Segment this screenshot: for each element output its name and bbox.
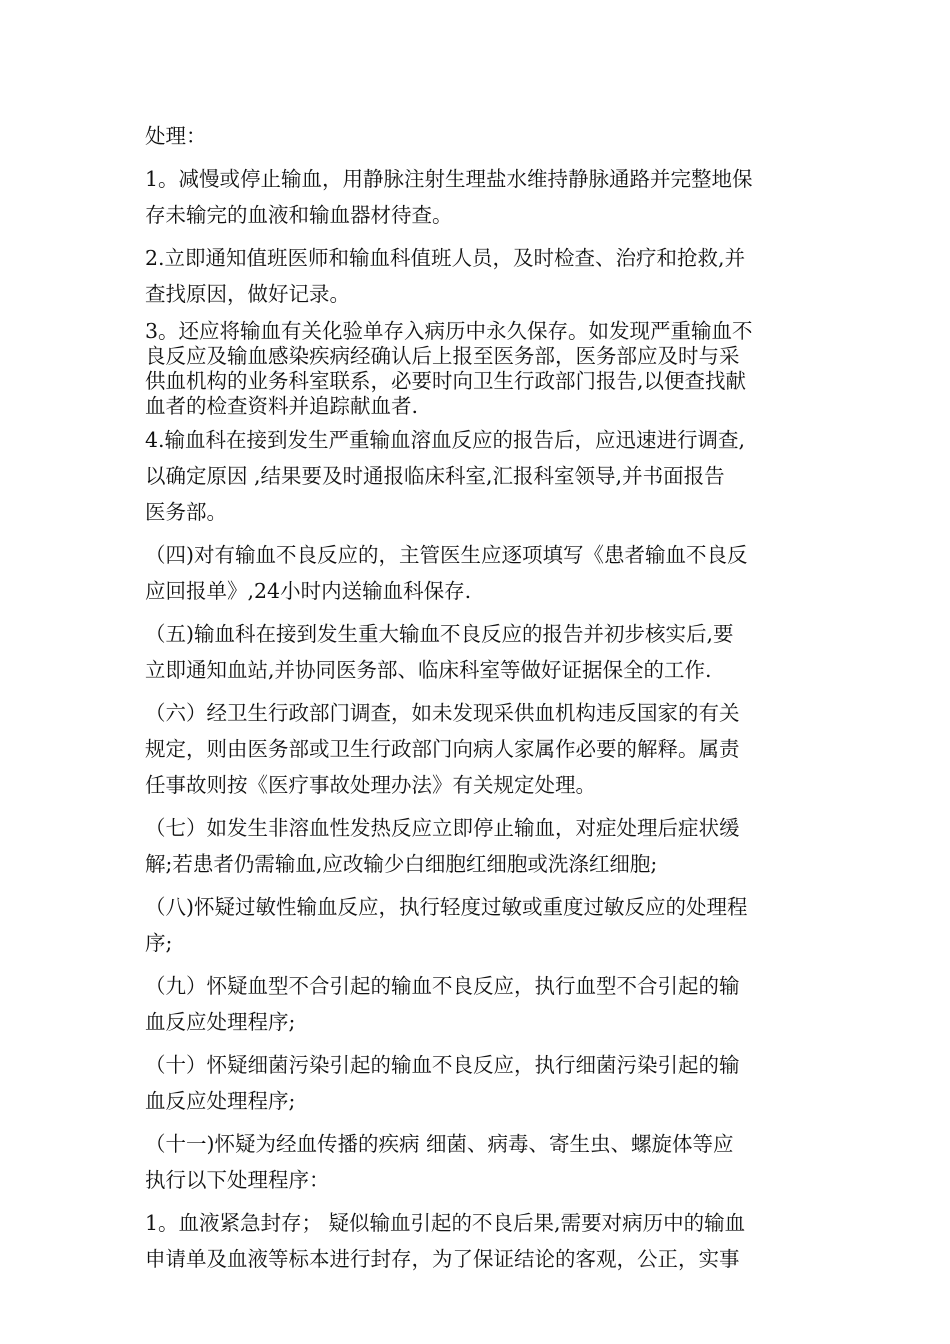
text-line: （十）怀疑细菌污染引起的输血不良反应，执行细菌污染引起的输 bbox=[145, 1053, 740, 1077]
paragraph-p4 bbox=[145, 422, 810, 530]
text-line: （四)对有输血不良反应的，主管医生应逐项填写《患者输血不良反 bbox=[145, 543, 748, 567]
text-line: 血者的检查资料并追踪献血者. bbox=[145, 394, 419, 418]
paragraph-p13 bbox=[145, 1205, 810, 1277]
paragraph-p1 bbox=[145, 161, 810, 233]
text-line: （九）怀疑血型不合引起的输血不良反应，执行血型不合引起的输 bbox=[145, 974, 740, 998]
text-line: 处理： bbox=[145, 124, 207, 148]
paragraph-p7 bbox=[145, 695, 810, 803]
text-line: 1。血液紧急封存； 疑似输血引起的不良后果,需要对病历中的输血 bbox=[145, 1211, 746, 1235]
paragraph-p6 bbox=[145, 616, 810, 688]
document-body bbox=[145, 118, 810, 1284]
text-line: 规定，则由医务部或卫生行政部门向病人家属作必要的解释。属责 bbox=[145, 737, 740, 761]
text-line: 任事故则按《医疗事故处理办法》有关规定处理。 bbox=[145, 773, 596, 797]
paragraph-p12 bbox=[145, 1126, 810, 1198]
text-line: 良反应及输血感染疾病经确认后上报至医务部，医务部应及时与采 bbox=[145, 344, 740, 368]
paragraph-p3 bbox=[145, 319, 810, 419]
text-line: （六）经卫生行政部门调查，如未发现采供血机构违反国家的有关 bbox=[145, 701, 740, 725]
text-line: 血反应处理程序; bbox=[145, 1089, 296, 1113]
text-line: （十一)怀疑为经血传播的疾病 细菌、病毒、寄生虫、螺旋体等应 bbox=[145, 1132, 734, 1156]
text-line: 解;若患者仍需输血,应改输少白细胞红细胞或洗涤红细胞; bbox=[145, 852, 658, 876]
paragraph-p11 bbox=[145, 1047, 810, 1119]
paragraph-p0 bbox=[145, 118, 810, 154]
text-line: （五)输血科在接到发生重大输血不良反应的报告并初步核实后,要 bbox=[145, 622, 734, 646]
text-line: 2.立即通知值班医师和输血科值班人员，及时检查、治疗和抢救,并 bbox=[145, 246, 746, 270]
paragraph-p9 bbox=[145, 889, 810, 961]
text-line: 序; bbox=[145, 931, 173, 955]
text-line: 4.输血科在接到发生严重输血溶血反应的报告后，应迅速进行调查, bbox=[145, 428, 746, 452]
text-line: 存未输完的血液和输血器材待查。 bbox=[145, 203, 453, 227]
text-line: 应回报单》,24小时内送输血科保存. bbox=[145, 579, 472, 603]
paragraph-p2 bbox=[145, 240, 810, 312]
text-line: 查找原因，做好记录。 bbox=[145, 282, 350, 306]
text-line: （八)怀疑过敏性输血反应，执行轻度过敏或重度过敏反应的处理程 bbox=[145, 895, 748, 919]
text-line: 执行以下处理程序： bbox=[145, 1168, 330, 1192]
text-line: 申请单及血液等标本进行封存，为了保证结论的客观，公正，实事 bbox=[145, 1247, 740, 1271]
text-line: 3。还应将输血有关化验单存入病历中永久保存。如发现严重输血不 bbox=[145, 319, 753, 343]
paragraph-p8 bbox=[145, 810, 810, 882]
text-line: 以确定原因 ,结果要及时通报临床科室,汇报科室领导,并书面报告 bbox=[145, 464, 725, 488]
text-line: 血反应处理程序; bbox=[145, 1010, 296, 1034]
text-line: 1。减慢或停止输血，用静脉注射生理盐水维持静脉通路并完整地保 bbox=[145, 167, 753, 191]
text-line: 供血机构的业务科室联系，必要时向卫生行政部门报告,以便查找献 bbox=[145, 369, 747, 393]
text-line: 医务部。 bbox=[145, 500, 227, 524]
text-line: （七）如发生非溶血性发热反应立即停止输血，对症处理后症状缓 bbox=[145, 816, 740, 840]
paragraph-p10 bbox=[145, 968, 810, 1040]
text-line: 立即通知血站,并协同医务部、临床科室等做好证据保全的工作. bbox=[145, 658, 712, 682]
paragraph-p5 bbox=[145, 537, 810, 609]
